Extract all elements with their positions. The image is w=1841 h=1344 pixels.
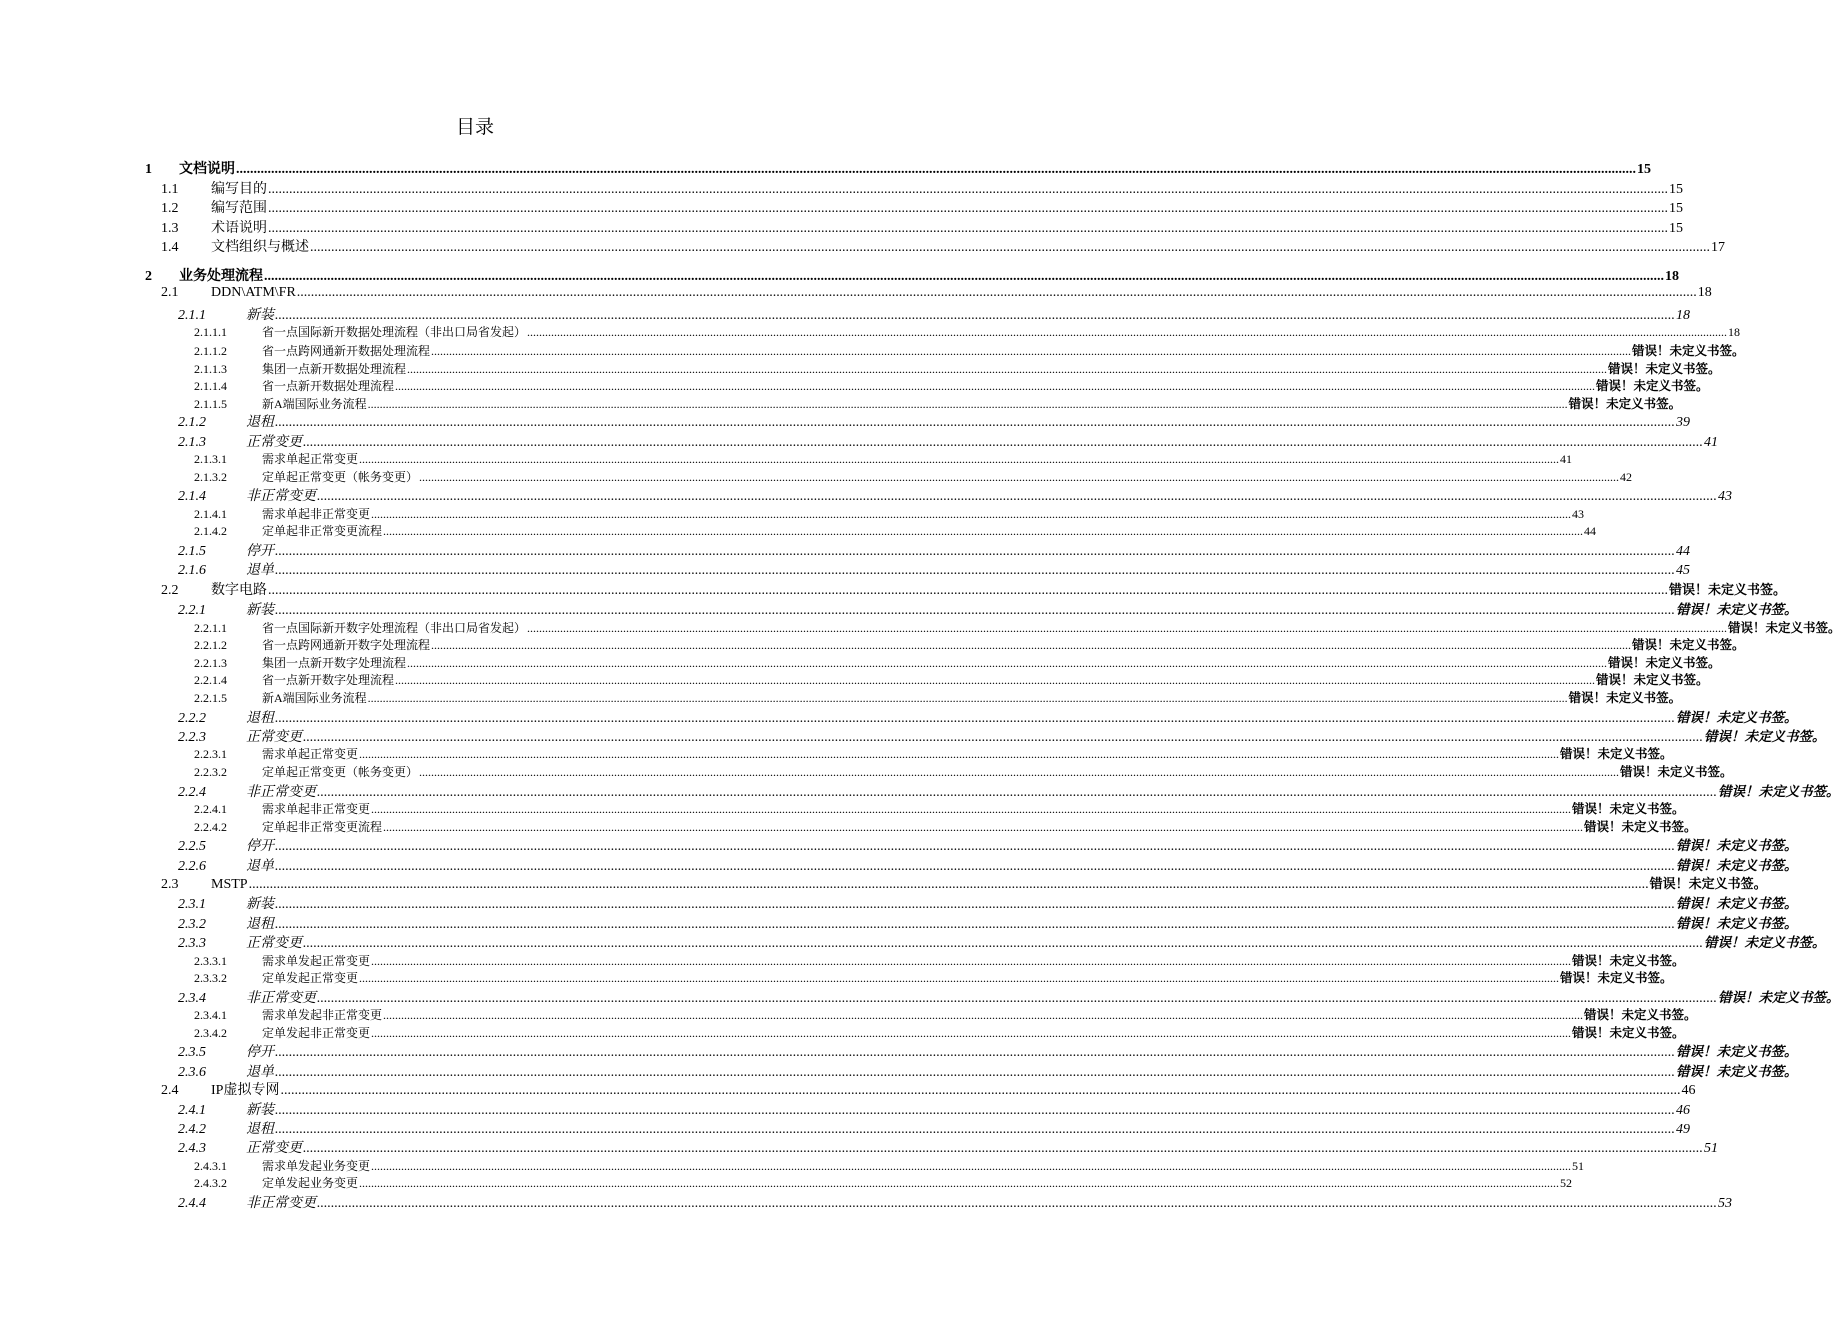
toc-entry-number: 2.2.3.2 xyxy=(194,765,227,779)
toc-entry-title: 省一点跨网通新开数据处理流程 xyxy=(262,344,431,358)
toc-entry-title: 新装 xyxy=(246,897,274,913)
toc-entry-page: 18 xyxy=(1665,268,1679,284)
toc-entry-page: 15 xyxy=(1669,201,1683,217)
toc-entry-page: 44 xyxy=(1676,544,1690,559)
toc-entry-page: 错误！未定义书签。 xyxy=(1572,801,1685,816)
toc-dot-leader: ................................................................................................................................................................................................................................................................................................................................................................................................................ xyxy=(359,747,1560,762)
toc-entry[interactable] xyxy=(161,1079,1696,1099)
toc-entry[interactable] xyxy=(161,873,1767,892)
toc-entry-number: 2.1.4.1 xyxy=(194,506,227,521)
toc-dot-leader: ................................................................................................................................................................................................................................................................................................................................................................................................................ xyxy=(268,582,1668,598)
toc-entry[interactable] xyxy=(194,1023,1685,1040)
toc-entry-page: 42 xyxy=(1620,469,1633,484)
toc-entry-number: 2.2.1.3 xyxy=(194,655,227,670)
toc-entry-number: 2.3.6 xyxy=(178,1064,206,1080)
toc-dot-leader: ................................................................................................................................................................................................................................................................................................................................................................................................................ xyxy=(419,765,1620,779)
toc-entry-page: 错误！未定义书签。 xyxy=(1676,1044,1798,1061)
toc-entry-title: 新装 xyxy=(246,308,274,323)
toc-dot-leader: ................................................................................................................................................................................................................................................................................................................................................................................................................ xyxy=(407,361,1608,376)
toc-entry-page: 错误！未定义书签。 xyxy=(1560,970,1673,986)
toc-entry-number: 1 xyxy=(145,162,152,177)
toc-entry-number: 1.1 xyxy=(161,182,179,197)
toc-entry-title: 正常变更 xyxy=(246,936,302,952)
toc-entry-number: 2.4.3.2 xyxy=(194,1176,227,1191)
toc-entry-page: 51 xyxy=(1704,1141,1718,1157)
toc-entry-page: 51 xyxy=(1572,1158,1585,1173)
toc-entry-page: 错误！未定义书签。 xyxy=(1676,709,1798,726)
toc-entry-title: 新A端国际业务流程 xyxy=(262,691,367,705)
toc-entry-page: 错误！未定义书签。 xyxy=(1572,1024,1685,1040)
toc-entry-title: 省一点国际新开数据处理流程（非出口局省发起） xyxy=(262,325,527,340)
toc-entry-page: 15 xyxy=(1637,162,1651,177)
toc-entry[interactable] xyxy=(161,579,1787,598)
toc-dot-leader: ................................................................................................................................................................................................................................................................................................................................................................................................................ xyxy=(431,638,1632,653)
toc-dot-leader: ................................................................................................................................................................................................................................................................................................................................................................................................................ xyxy=(383,524,1584,539)
toc-entry-page: 错误！未定义书签。 xyxy=(1568,690,1682,705)
toc-dot-leader: ................................................................................................................................................................................................................................................................................................................................................................................................................ xyxy=(359,971,1560,986)
toc-entry-title: 需求单发起非正常变更 xyxy=(262,1008,383,1023)
toc-entry-page: 错误！未定义书签。 xyxy=(1676,602,1798,619)
toc-entry-title: 非正常变更 xyxy=(246,784,316,800)
toc-entry-number: 2.1.1.3 xyxy=(194,361,227,376)
toc-entry-page: 18 xyxy=(1728,325,1741,340)
toc-entry-page: 错误！未定义书签。 xyxy=(1632,343,1745,358)
toc-entry-number: 2.2.5 xyxy=(178,839,206,855)
toc-dot-leader: ................................................................................................................................................................................................................................................................................................................................................................................................................ xyxy=(359,452,1560,467)
toc-dot-leader: ................................................................................................................................................................................................................................................................................................................................................................................................................ xyxy=(303,730,1703,745)
toc-entry[interactable] xyxy=(194,1005,1697,1023)
toc-entry-title: 编写目的 xyxy=(211,182,267,197)
toc-entry-page: 错误！未定义书签。 xyxy=(1632,637,1745,653)
toc-entry-number: 2.1.1.5 xyxy=(194,396,227,411)
toc-dot-leader: ................................................................................................................................................................................................................................................................................................................................................................................................................ xyxy=(275,415,1675,431)
toc-entry-page: 错误！未定义书签。 xyxy=(1676,838,1798,855)
toc-entry[interactable] xyxy=(178,304,1690,323)
toc-entry[interactable] xyxy=(161,217,1683,236)
toc-dot-leader: ................................................................................................................................................................................................................................................................................................................................................................................................................ xyxy=(371,506,1572,521)
toc-entry-title: 退租 xyxy=(246,1122,274,1137)
toc-entry-number: 2.3.2 xyxy=(178,916,206,932)
toc-entry-number: 2.1.4.2 xyxy=(194,524,227,539)
toc-entry-title: 集团一点新开数据处理流程 xyxy=(262,361,407,376)
toc-entry-number: 2.4 xyxy=(161,1083,179,1099)
toc-entry[interactable] xyxy=(194,951,1685,968)
toc-entry-number: 2.1.1.2 xyxy=(194,344,227,358)
toc-dot-leader: ................................................................................................................................................................................................................................................................................................................................................................................................................ xyxy=(371,1158,1572,1173)
toc-entry[interactable] xyxy=(178,1137,1718,1157)
toc-entry-title: 省一点新开数字处理流程 xyxy=(262,673,395,688)
toc-entry[interactable] xyxy=(178,411,1690,431)
toc-entry-number: 2.2.1.2 xyxy=(194,638,227,653)
toc-entry-number: 2.2.1.1 xyxy=(194,620,227,635)
toc-entry-title: 定单起非正常变更流程 xyxy=(262,819,383,834)
toc-entry-page: 18 xyxy=(1676,308,1690,323)
toc-entry[interactable] xyxy=(178,834,1798,855)
toc-entry-title: 需求单起非正常变更 xyxy=(262,802,371,816)
toc-dot-leader: ................................................................................................................................................................................................................................................................................................................................................................................................................ xyxy=(317,990,1717,1006)
toc-dot-leader: ................................................................................................................................................................................................................................................................................................................................................................................................................ xyxy=(275,308,1675,323)
toc-entry-page: 39 xyxy=(1676,415,1690,431)
toc-entry-title: 退单 xyxy=(246,1064,274,1080)
toc-entry[interactable] xyxy=(194,653,1721,670)
toc-dot-leader: ................................................................................................................................................................................................................................................................................................................................................................................................................ xyxy=(371,802,1572,816)
toc-entry-number: 2.1.1.4 xyxy=(194,379,227,394)
toc-entry[interactable] xyxy=(178,485,1732,505)
toc-entry-number: 2.1.2 xyxy=(178,415,206,431)
toc-entry-number: 2.3.5 xyxy=(178,1045,206,1061)
toc-entry-title: 非正常变更 xyxy=(246,990,316,1006)
toc-entry[interactable] xyxy=(145,158,1651,178)
toc-entry-page: 错误！未定义书签。 xyxy=(1676,1063,1798,1080)
toc-entry[interactable] xyxy=(194,799,1685,816)
toc-entry-title: 需求单起正常变更 xyxy=(262,452,359,467)
toc-dot-leader: ................................................................................................................................................................................................................................................................................................................................................................................................................ xyxy=(248,877,1649,892)
toc-entry-title: 停开 xyxy=(246,839,274,855)
toc-dot-leader: ................................................................................................................................................................................................................................................................................................................................................................................................................ xyxy=(275,710,1675,726)
toc-entry[interactable] xyxy=(178,1118,1690,1137)
toc-entry[interactable] xyxy=(194,744,1673,762)
toc-entry-number: 2.3.4 xyxy=(178,990,206,1006)
toc-entry-number: 2.2.2 xyxy=(178,710,206,726)
toc-entry-number: 1.4 xyxy=(161,240,179,256)
toc-entry-page: 错误！未定义书签。 xyxy=(1704,729,1826,745)
toc-entry-title: 定单发起正常变更 xyxy=(262,971,359,986)
toc-entry[interactable] xyxy=(194,618,1841,635)
toc-dot-leader: ................................................................................................................................................................................................................................................................................................................................................................................................................ xyxy=(527,325,1728,340)
toc-entry-title: 需求单发起正常变更 xyxy=(262,953,371,968)
toc-entry-title: 退租 xyxy=(246,916,274,932)
toc-entry-page: 15 xyxy=(1669,220,1683,236)
toc-dot-leader: ................................................................................................................................................................................................................................................................................................................................................................................................................ xyxy=(275,544,1675,559)
toc-entry-number: 2.2.3.1 xyxy=(194,747,227,762)
toc-entry-title: 定单起正常变更（帐务变更） xyxy=(262,469,419,484)
toc-entry[interactable] xyxy=(145,265,1679,285)
toc-entry[interactable] xyxy=(178,598,1798,619)
toc-entry[interactable] xyxy=(194,635,1745,653)
toc-dot-leader: ................................................................................................................................................................................................................................................................................................................................................................................................................ xyxy=(317,489,1717,505)
toc-entry-page: 错误！未定义书签。 xyxy=(1572,952,1685,968)
toc-entry-number: 2 xyxy=(145,268,152,284)
toc-entry-number: 2.3.1 xyxy=(178,897,206,913)
toc-dot-leader: ................................................................................................................................................................................................................................................................................................................................................................................................................ xyxy=(275,563,1675,579)
toc-entry-title: IP虚拟专网 xyxy=(211,1083,280,1099)
toc-entry-number: 2.2.1.4 xyxy=(194,673,227,688)
toc-entry-title: 非正常变更 xyxy=(246,1196,316,1211)
toc-entry-number: 2.1.1.1 xyxy=(194,325,227,340)
toc-entry-number: 2.3.3.2 xyxy=(194,971,227,986)
toc-entry-title: 集团一点新开数字处理流程 xyxy=(262,655,407,670)
toc-dot-leader: ................................................................................................................................................................................................................................................................................................................................................................................................................ xyxy=(419,469,1620,484)
toc-entry-title: 需求单起正常变更 xyxy=(262,747,359,762)
toc-entry-title: MSTP xyxy=(211,877,248,892)
toc-entry-number: 2.2.4.1 xyxy=(194,802,227,816)
toc-entry-title: 退单 xyxy=(246,858,274,874)
toc-dot-leader: ................................................................................................................................................................................................................................................................................................................................................................................................................ xyxy=(275,916,1675,932)
toc-entry-title: 需求单起非正常变更 xyxy=(262,506,371,521)
toc-entry[interactable] xyxy=(178,431,1718,450)
toc-entry-number: 2.3.3 xyxy=(178,936,206,952)
toc-entry-page: 错误！未定义书签。 xyxy=(1669,582,1787,598)
toc-entry-page: 43 xyxy=(1718,489,1732,505)
toc-entry[interactable] xyxy=(194,968,1673,986)
toc-entry-title: 定单起非正常变更流程 xyxy=(262,524,383,539)
toc-entry[interactable] xyxy=(194,505,1585,522)
toc-entry-title: 新装 xyxy=(246,603,274,619)
toc-entry[interactable] xyxy=(161,284,1712,304)
toc-entry[interactable] xyxy=(178,986,1840,1006)
toc-entry-number: 2.2.3 xyxy=(178,730,206,745)
toc-dot-leader: ................................................................................................................................................................................................................................................................................................................................................................................................................ xyxy=(275,1122,1675,1137)
toc-entry-page: 错误！未定义书签。 xyxy=(1676,915,1798,932)
toc-entry[interactable] xyxy=(194,670,1709,688)
toc-entry[interactable] xyxy=(178,854,1798,874)
toc-dot-leader: ................................................................................................................................................................................................................................................................................................................................................................................................................ xyxy=(275,1064,1675,1080)
toc-entry-page: 52 xyxy=(1560,1176,1573,1191)
toc-entry-page: 错误！未定义书签。 xyxy=(1596,672,1709,688)
toc-entry-number: 2.3 xyxy=(161,877,179,892)
toc-entry[interactable] xyxy=(161,178,1683,197)
toc-entry-title: 停开 xyxy=(246,544,274,559)
toc-entry-number: 2.1.6 xyxy=(178,563,206,579)
toc-entry-page: 错误！未定义书签。 xyxy=(1584,1007,1697,1023)
toc-entry-page: 错误！未定义书签。 xyxy=(1608,360,1721,376)
toc-entry-title: 省一点国际新开数字处理流程（非出口局省发起） xyxy=(262,620,527,635)
toc-entry-page: 错误！未定义书签。 xyxy=(1596,378,1709,394)
toc-entry-number: 2.2.1 xyxy=(178,603,206,619)
toc-entry-number: 2.3.4.2 xyxy=(194,1025,227,1040)
toc-entry-number: 2.2 xyxy=(161,582,179,598)
toc-entry-number: 2.1.3 xyxy=(178,434,206,450)
toc-dot-leader: ................................................................................................................................................................................................................................................................................................................................................................................................................ xyxy=(268,201,1668,217)
toc-entry-title: 省一点新开数据处理流程 xyxy=(262,379,395,394)
toc-entry-title: 新A端国际业务流程 xyxy=(262,396,367,411)
toc-entry-number: 2.2.4.2 xyxy=(194,819,227,834)
toc-entry-number: 2.4.3 xyxy=(178,1141,206,1157)
toc-entry[interactable] xyxy=(194,450,1573,467)
toc-entry-number: 2.4.1 xyxy=(178,1102,206,1118)
toc-dot-leader: ................................................................................................................................................................................................................................................................................................................................................................................................................ xyxy=(383,1008,1584,1023)
toc-entry-number: 2.4.4 xyxy=(178,1196,206,1211)
toc-dot-leader: ................................................................................................................................................................................................................................................................................................................................................................................................................ xyxy=(275,1045,1675,1061)
toc-entry-title: 停开 xyxy=(246,1045,274,1061)
toc-entry-page: 53 xyxy=(1718,1196,1732,1211)
toc-entry-page: 46 xyxy=(1681,1083,1696,1099)
toc-entry-number: 2.2.6 xyxy=(178,858,206,874)
toc-entry-number: 2.4.3.1 xyxy=(194,1158,227,1173)
toc-dot-leader: ................................................................................................................................................................................................................................................................................................................................................................................................................ xyxy=(395,379,1596,394)
toc-entry-number: 1.2 xyxy=(161,201,179,217)
toc-dot-leader: ................................................................................................................................................................................................................................................................................................................................................................................................................ xyxy=(264,268,1664,284)
toc-entry-page: 错误！未定义书签。 xyxy=(1718,783,1840,800)
toc-entry[interactable] xyxy=(178,540,1690,559)
toc-entry-title: DDN\ATM\FR xyxy=(211,284,296,300)
toc-entry[interactable] xyxy=(178,1099,1690,1118)
toc-entry-number: 2.4.2 xyxy=(178,1122,206,1137)
toc-entry[interactable] xyxy=(161,197,1683,217)
toc-entry-page: 41 xyxy=(1704,434,1718,450)
toc-entry-title: 退租 xyxy=(246,710,274,726)
toc-entry[interactable] xyxy=(194,1174,1573,1191)
toc-dot-leader: ................................................................................................................................................................................................................................................................................................................................................................................................................ xyxy=(371,1025,1572,1040)
toc-dot-leader: ................................................................................................................................................................................................................................................................................................................................................................................................................ xyxy=(275,1102,1675,1118)
toc-entry-page: 17 xyxy=(1711,240,1725,256)
toc-entry-page: 45 xyxy=(1676,563,1690,579)
toc-dot-leader: ................................................................................................................................................................................................................................................................................................................................................................................................................ xyxy=(317,1196,1717,1211)
toc-entry-title: 文档说明 xyxy=(179,162,235,177)
toc-dot-leader: ................................................................................................................................................................................................................................................................................................................................................................................................................ xyxy=(371,953,1572,968)
toc-entry[interactable] xyxy=(161,236,1725,256)
toc-entry[interactable] xyxy=(194,762,1733,779)
toc-entry[interactable] xyxy=(178,1192,1732,1211)
toc-entry-page: 15 xyxy=(1669,182,1683,197)
toc-entry-page: 43 xyxy=(1572,506,1585,521)
toc-entry-title: 省一点跨网通新开数字处理流程 xyxy=(262,638,431,653)
toc-dot-leader: ................................................................................................................................................................................................................................................................................................................................................................................................................ xyxy=(317,784,1717,800)
toc-entry-page: 错误！未定义书签。 xyxy=(1560,746,1673,762)
toc-entry-title: 定单发起业务变更 xyxy=(262,1176,359,1191)
toc-entry-title: 编写范围 xyxy=(211,201,267,217)
toc-entry-title: 正常变更 xyxy=(246,434,302,450)
toc-dot-leader: ................................................................................................................................................................................................................................................................................................................................................................................................................ xyxy=(407,655,1608,670)
toc-entry-number: 2.1.1 xyxy=(178,308,206,323)
toc-entry[interactable] xyxy=(194,323,1741,340)
toc-entry-page: 错误！未定义书签。 xyxy=(1728,619,1841,635)
toc-dot-leader: ................................................................................................................................................................................................................................................................................................................................................................................................................ xyxy=(296,284,1697,300)
toc-dot-leader: ................................................................................................................................................................................................................................................................................................................................................................................................................ xyxy=(383,819,1584,834)
toc-dot-leader: ................................................................................................................................................................................................................................................................................................................................................................................................................ xyxy=(303,936,1703,952)
toc-entry-page: 错误！未定义书签。 xyxy=(1676,896,1798,913)
toc-entry[interactable] xyxy=(194,1157,1585,1174)
toc-entry-page: 41 xyxy=(1560,452,1573,467)
toc-entry[interactable] xyxy=(194,376,1709,394)
toc-entry-title: 定单起正常变更（帐务变更） xyxy=(262,765,419,779)
toc-entry[interactable] xyxy=(178,931,1826,952)
toc-dot-leader: ................................................................................................................................................................................................................................................................................................................................................................................................................ xyxy=(268,220,1668,236)
toc-dot-leader: ................................................................................................................................................................................................................................................................................................................................................................................................................ xyxy=(275,897,1675,913)
toc-entry[interactable] xyxy=(178,725,1826,745)
toc-dot-leader: ................................................................................................................................................................................................................................................................................................................................................................................................................ xyxy=(268,182,1668,197)
toc-entry-title: 新装 xyxy=(246,1102,274,1118)
toc-dot-leader: ................................................................................................................................................................................................................................................................................................................................................................................................................ xyxy=(310,240,1710,256)
toc-dot-leader: ................................................................................................................................................................................................................................................................................................................................................................................................................ xyxy=(303,1141,1703,1157)
toc-entry-title: 业务处理流程 xyxy=(179,268,263,284)
toc-entry-number: 2.1.5 xyxy=(178,544,206,559)
toc-entry-number: 2.1 xyxy=(161,284,179,300)
toc-entry-page: 错误！未定义书签。 xyxy=(1568,395,1682,411)
toc-entry-number: 2.1.3.1 xyxy=(194,452,227,467)
toc-entry-page: 46 xyxy=(1676,1102,1690,1118)
toc-entry-title: 文档组织与概述 xyxy=(211,240,309,256)
toc-entry-title: 正常变更 xyxy=(246,730,302,745)
toc-entry-number: 2.2.1.5 xyxy=(194,691,227,705)
toc-entry-number: 2.1.4 xyxy=(178,489,206,505)
toc-entry[interactable] xyxy=(178,1060,1798,1080)
toc-entry[interactable] xyxy=(178,559,1690,579)
toc-entry-title: 定单发起非正常变更 xyxy=(262,1025,371,1040)
toc-dot-leader: ................................................................................................................................................................................................................................................................................................................................................................................................................ xyxy=(367,396,1568,411)
toc-entry[interactable] xyxy=(194,341,1745,358)
toc-entry-page: 44 xyxy=(1584,524,1597,539)
toc-entry-page: 49 xyxy=(1676,1122,1690,1137)
toc-dot-leader: ................................................................................................................................................................................................................................................................................................................................................................................................................ xyxy=(359,1176,1560,1191)
toc-dot-leader: ................................................................................................................................................................................................................................................................................................................................................................................................................ xyxy=(236,162,1636,177)
toc-entry-title: 非正常变更 xyxy=(246,489,316,505)
toc-entry-title: 需求单发起业务变更 xyxy=(262,1158,371,1173)
toc-entry[interactable] xyxy=(194,522,1597,539)
toc-entry[interactable] xyxy=(178,780,1840,800)
toc-dot-leader: ................................................................................................................................................................................................................................................................................................................................................................................................................ xyxy=(275,858,1675,874)
toc-entry[interactable] xyxy=(194,359,1721,376)
toc-entry[interactable] xyxy=(178,1040,1798,1061)
toc-title: 目录 xyxy=(455,117,494,138)
toc-entry-title: 退单 xyxy=(246,563,274,579)
toc-dot-leader: ................................................................................................................................................................................................................................................................................................................................................................................................................ xyxy=(367,691,1568,705)
toc-entry-page: 错误！未定义书签。 xyxy=(1718,989,1840,1006)
toc-entry-number: 2.2.4 xyxy=(178,784,206,800)
toc-entry-page: 错误！未定义书签。 xyxy=(1704,935,1826,952)
toc-entry[interactable] xyxy=(194,817,1697,834)
toc-entry-page: 错误！未定义书签。 xyxy=(1620,764,1733,779)
toc-entry-title: 退租 xyxy=(246,415,274,431)
toc-entry-number: 1.3 xyxy=(161,220,179,236)
toc-entry[interactable] xyxy=(178,706,1798,726)
toc-entry-number: 2.3.3.1 xyxy=(194,953,227,968)
toc-entry-title: 正常变更 xyxy=(246,1141,302,1157)
toc-entry-number: 2.3.4.1 xyxy=(194,1008,227,1023)
toc-entry-title: 数字电路 xyxy=(211,582,267,598)
toc-dot-leader: ................................................................................................................................................................................................................................................................................................................................................................................................................ xyxy=(395,673,1596,688)
toc-entry-number: 2.1.3.2 xyxy=(194,469,227,484)
toc-dot-leader: ................................................................................................................................................................................................................................................................................................................................................................................................................ xyxy=(275,603,1675,619)
toc-entry[interactable] xyxy=(178,912,1798,932)
toc-dot-leader: ................................................................................................................................................................................................................................................................................................................................................................................................................ xyxy=(280,1083,1681,1099)
toc-dot-leader: ................................................................................................................................................................................................................................................................................................................................................................................................................ xyxy=(275,839,1675,855)
toc-entry[interactable] xyxy=(194,468,1633,485)
toc-dot-leader: ................................................................................................................................................................................................................................................................................................................................................................................................................ xyxy=(303,434,1703,450)
toc-dot-leader: ................................................................................................................................................................................................................................................................................................................................................................................................................ xyxy=(527,620,1728,635)
toc-entry-page: 错误！未定义书签。 xyxy=(1584,818,1697,834)
toc-entry[interactable] xyxy=(194,688,1682,705)
toc-entry-page: 错误！未定义书签。 xyxy=(1676,857,1798,874)
toc-entry-page: 错误！未定义书签。 xyxy=(1649,877,1767,892)
toc-entry-page: 错误！未定义书签。 xyxy=(1608,654,1721,670)
toc-entry[interactable] xyxy=(178,892,1798,913)
toc-entry[interactable] xyxy=(194,394,1682,411)
toc-entry-title: 术语说明 xyxy=(211,220,267,236)
toc-dot-leader: ................................................................................................................................................................................................................................................................................................................................................................................................................ xyxy=(431,344,1632,358)
toc-entry-page: 18 xyxy=(1697,284,1712,300)
